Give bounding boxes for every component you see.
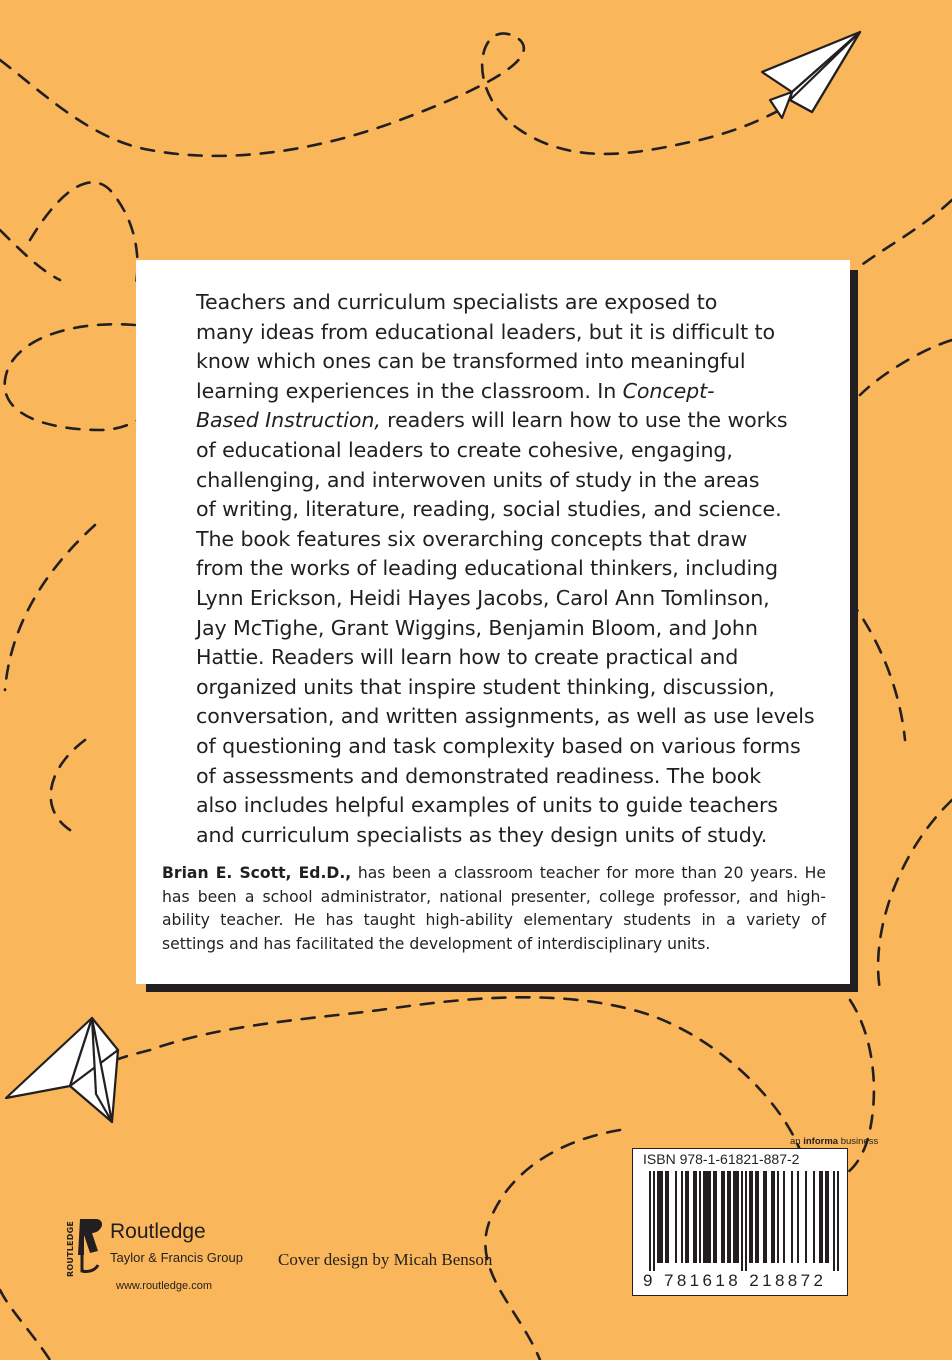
dashed-flight-path	[51, 740, 85, 830]
barcode-bar	[751, 1171, 753, 1263]
barcode-bar	[693, 1171, 695, 1263]
publisher-logo	[62, 1215, 262, 1295]
blurb-line: and curriculum specialists as they design units of study.	[196, 822, 768, 847]
barcode-bar	[749, 1171, 751, 1263]
barcode-bar	[825, 1171, 827, 1263]
blurb-line: conversation, and written assignments, as well as use levels	[196, 704, 815, 729]
dashed-flight-path	[860, 340, 952, 395]
barcode-bar	[653, 1171, 655, 1271]
publisher-group: Taylor & Francis Group	[110, 1250, 243, 1265]
barcode-bar	[833, 1171, 835, 1271]
author-name: Brian E. Scott, Ed.D.,	[162, 864, 352, 882]
blurb-line: challenging, and interwoven units of study in the areas	[196, 467, 760, 492]
blurb-line: of writing, literature, reading, social studies, and science.	[196, 497, 782, 522]
barcode-bar	[819, 1171, 821, 1263]
blurb-line: organized units that inspire student thinking, discussion,	[196, 674, 775, 699]
informa-suffix: business	[838, 1136, 879, 1147]
barcode-bar	[791, 1171, 793, 1263]
barcode-bar	[685, 1171, 687, 1263]
barcode-bar	[771, 1171, 773, 1263]
barcode-bar	[805, 1171, 807, 1263]
barcode-bar	[715, 1171, 717, 1263]
dashed-flight-path	[5, 525, 95, 690]
barcode-bar	[741, 1171, 743, 1271]
blurb-line: Lynn Erickson, Heidi Hayes Jacobs, Carol Ann Tomlinson,	[196, 585, 770, 610]
barcode-bar	[757, 1171, 759, 1263]
barcode-bar	[773, 1171, 775, 1263]
barcode-bar	[797, 1171, 799, 1263]
barcode-bar	[837, 1171, 839, 1271]
blurb-line: learning experiences in the classroom. In Concept-	[196, 378, 715, 403]
blurb-line: Based Instruction, readers will learn how to use the works	[196, 408, 788, 433]
dashed-flight-path	[30, 182, 137, 290]
dashed-flight-path	[485, 1130, 620, 1360]
barcode-bar	[667, 1171, 669, 1263]
dashed-flight-path	[0, 33, 780, 155]
barcode-bar	[783, 1171, 785, 1263]
author-bio	[162, 862, 826, 956]
informa-tagline	[790, 1136, 878, 1147]
barcode-bar	[727, 1171, 729, 1263]
dashed-flight-path	[0, 1290, 50, 1360]
barcode-bar	[675, 1171, 677, 1263]
book-description	[196, 288, 815, 850]
informa-brand: informa	[803, 1136, 839, 1147]
barcode-bar	[763, 1171, 765, 1263]
barcode-bar	[681, 1171, 683, 1263]
barcode-bar	[765, 1171, 767, 1263]
barcode-bar	[659, 1171, 661, 1263]
barcode-bar	[695, 1171, 697, 1263]
barcode-bar	[657, 1171, 659, 1263]
barcode-bar	[755, 1171, 757, 1263]
blurb-line: Hattie. Readers will learn how to create practical and	[196, 645, 739, 670]
blurb-line: many ideas from educational leaders, but it is difficult to	[196, 319, 776, 344]
publisher-name: Routledge	[110, 1220, 206, 1243]
blurb-line: from the works of leading educational thinkers, including	[196, 556, 779, 581]
barcode-bar	[687, 1171, 689, 1263]
barcode-bar	[745, 1171, 747, 1271]
informa-prefix: an	[790, 1136, 804, 1147]
blurb-line: of assessments and demonstrated readiness. The book	[196, 763, 762, 788]
blurb-line: The book features six overarching concepts that draw	[196, 526, 748, 551]
barcode-bar	[713, 1171, 715, 1263]
paper-plane-icon	[6, 1018, 118, 1122]
cover-design-credit: Cover design by Micah Benson	[278, 1250, 493, 1269]
blurb-line: also includes helpful examples of units to guide teachers	[196, 793, 778, 818]
blurb-line: know which ones can be transformed into meaningful	[196, 349, 746, 374]
publisher-vertical-mark: ROUTLEDGE	[66, 1221, 75, 1277]
barcode-icon	[637, 1171, 843, 1271]
barcode-bar	[707, 1171, 709, 1263]
barcode-bar	[705, 1171, 707, 1263]
paper-plane-icon	[762, 32, 860, 118]
dashed-flight-path	[855, 200, 952, 270]
blurb-line: of educational leaders to create cohesive, engaging,	[196, 437, 733, 462]
barcode-bar	[703, 1171, 705, 1263]
dashed-flight-path	[850, 600, 905, 740]
barcode-bar	[649, 1171, 651, 1271]
barcode-bar	[723, 1171, 725, 1263]
blurb-line: Jay McTighe, Grant Wiggins, Benjamin Bloom, and John	[196, 615, 758, 640]
dashed-flight-path	[878, 800, 952, 990]
isbn-label: ISBN 978-1-61821-887-2	[643, 1151, 800, 1167]
barcode-bar	[661, 1171, 663, 1263]
blurb-line: of questioning and task complexity based on various forms	[196, 733, 801, 758]
barcode-bar	[733, 1171, 735, 1263]
barcode-block	[632, 1148, 848, 1296]
blurb-card	[136, 260, 850, 984]
barcode-bar	[827, 1171, 829, 1263]
barcode-bar	[699, 1171, 701, 1263]
barcode-bar	[721, 1171, 723, 1263]
barcode-bar	[821, 1171, 823, 1263]
barcode-bar	[729, 1171, 731, 1263]
barcode-bar	[709, 1171, 711, 1263]
barcode-bar	[813, 1171, 815, 1263]
ean-digits: 9 781618 218872	[643, 1271, 827, 1290]
barcode-bar	[735, 1171, 737, 1263]
barcode-bar	[777, 1171, 779, 1263]
author-bio-text: has been a classroom teacher for more than 20 years. He has been a school administrator, national presenter, college professor, and high-ability teacher. He has taught high-ability elementary students in a variety of settings and has facilitated the development of interdisciplinary units.	[162, 864, 826, 953]
barcode-bar	[665, 1171, 667, 1263]
publisher-url[interactable]: www.routledge.com	[116, 1280, 212, 1292]
barcode-bar	[737, 1171, 739, 1263]
blurb-line: Teachers and curriculum specialists are exposed to	[196, 290, 718, 314]
